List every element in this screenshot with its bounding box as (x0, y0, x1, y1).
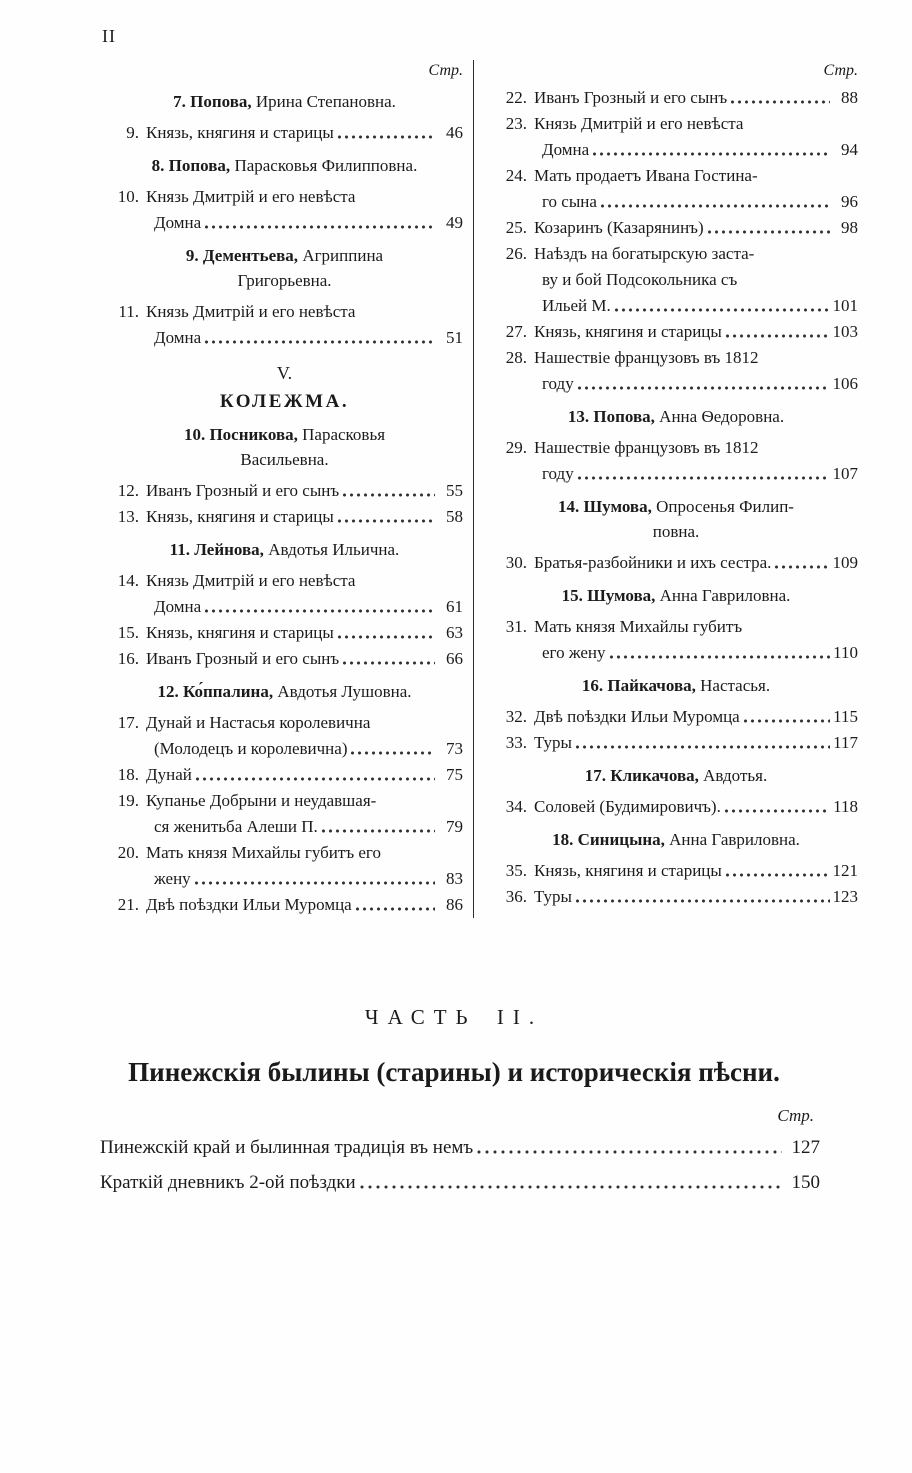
part-two-title: Пинежскія былины (старины) и историческія пѣсни. (128, 1057, 780, 1087)
song-line (494, 163, 858, 189)
song-title: Мать князя Михайлы губитъ его (146, 843, 381, 862)
dot-leader (576, 371, 830, 397)
singer-entry (106, 89, 463, 114)
dot-leader (203, 325, 435, 351)
song-line (106, 866, 463, 892)
singer-surname: Кликачова, (610, 766, 699, 785)
song-title: Иванъ Грозный и его сынъ (146, 481, 340, 500)
dot-leader (608, 640, 830, 666)
dot-leader (320, 814, 435, 840)
song-number: 9. (126, 123, 139, 142)
song-title: Братья-разбойники и ихъ сестра. (534, 553, 772, 572)
song-line (106, 646, 463, 672)
singer-number: 14. (558, 497, 580, 516)
page-column-header: Стр. (777, 1106, 814, 1125)
song-line (106, 120, 463, 146)
dot-leader (591, 137, 830, 163)
song-entry (494, 704, 858, 730)
song-entry (106, 620, 463, 646)
dot-leader (706, 215, 830, 241)
page-ref: 117 (833, 733, 858, 752)
song-title: Двѣ поѣздки Ильи Муромца (146, 895, 352, 914)
song-title: Князь Дмитрій и его невѣста (146, 187, 356, 206)
song-line (494, 345, 858, 371)
singer-number: 11. (169, 540, 190, 559)
singer-surname: Попова, (593, 407, 655, 426)
song-number: 11. (118, 302, 139, 321)
page-ref: 88 (841, 88, 858, 107)
song-line (106, 184, 463, 210)
song-line (494, 730, 858, 756)
page-ref: 118 (833, 797, 858, 816)
table-of-contents (90, 60, 858, 918)
singer-entry (106, 243, 463, 293)
song-line (494, 111, 858, 137)
singer-number: 12. (157, 682, 179, 701)
singer-surname: Лейнова, (194, 540, 264, 559)
song-title: Купанье Добрыни и неудавшая- (146, 791, 377, 810)
song-line (494, 371, 858, 397)
song-title: Домна (542, 140, 590, 159)
song-entry (494, 85, 858, 111)
song-line (494, 267, 858, 293)
song-entry (494, 111, 858, 163)
song-entry (106, 710, 463, 762)
song-line (106, 299, 463, 325)
page-ref: 46 (446, 123, 463, 142)
dot-leader (358, 1165, 782, 1200)
song-number: 19. (117, 791, 139, 810)
singer-number: 9. (185, 246, 199, 265)
song-entry (494, 163, 858, 215)
page-ref: 96 (841, 192, 858, 211)
song-number: 28. (505, 348, 527, 367)
song-number: 31. (505, 617, 527, 636)
dot-leader (336, 504, 435, 530)
page-ref: 110 (833, 643, 858, 662)
song-number: 23. (505, 114, 527, 133)
song-entry (106, 762, 463, 788)
song-number: 20. (117, 843, 139, 862)
singer-surname: Посникова, (209, 425, 298, 444)
page-ref: 94 (841, 140, 858, 159)
song-line (494, 319, 858, 345)
song-line (106, 568, 463, 594)
song-title: Князь, княгиня и старицы (534, 861, 722, 880)
song-title: Князь Дмитрій и его невѣста (534, 114, 744, 133)
singer-number: 15. (561, 586, 583, 605)
page-ref: 109 (832, 553, 858, 572)
page-ref: 75 (446, 765, 463, 784)
song-line (494, 884, 858, 910)
singer-given-name-continued: повна. (652, 522, 700, 541)
song-number: 12. (117, 481, 139, 500)
song-entry (106, 478, 463, 504)
song-line (106, 710, 463, 736)
song-title: его жену (542, 643, 606, 662)
page-ref: 55 (446, 481, 463, 500)
page-ref: 106 (832, 374, 858, 393)
song-entry (106, 120, 463, 146)
singer-surname: Дементьева, (202, 246, 299, 265)
song-line (106, 892, 463, 918)
song-line (494, 550, 858, 576)
song-line (494, 640, 858, 666)
dot-leader (724, 858, 830, 884)
singer-surname: Попова, (190, 92, 252, 111)
song-title: ся женитьба Алеши П. (154, 817, 318, 836)
song-entry (106, 788, 463, 840)
singer-entry (106, 422, 463, 472)
singer-surname: Шумова, (583, 497, 652, 516)
page-column-header: Стр. (823, 62, 858, 79)
section-number: V. (276, 363, 293, 383)
song-title: Князь, княгиня и старицы (146, 507, 334, 526)
page-ref: 107 (832, 464, 858, 483)
page-ref: 51 (446, 328, 463, 347)
page-ref: 63 (446, 623, 463, 642)
page-ref: 150 (791, 1172, 820, 1193)
song-entry (106, 892, 463, 918)
song-number: 10. (117, 187, 139, 206)
entry-title: Пинежскій край и былинная традиція въ немъ (100, 1137, 474, 1158)
song-line (106, 504, 463, 530)
song-entry (494, 858, 858, 884)
song-title: Домна (154, 213, 202, 232)
singer-number: 17. (584, 766, 607, 785)
song-number: 14. (117, 571, 139, 590)
song-number: 27. (505, 322, 527, 341)
singer-entry (494, 763, 858, 788)
dot-leader (724, 319, 830, 345)
song-title: Князь, княгиня и старицы (146, 123, 334, 142)
singer-surname: Попова, (168, 156, 231, 175)
song-entry (494, 319, 858, 345)
singer-given-name-continued: Григорьевна. (237, 271, 332, 290)
song-entry (494, 614, 858, 666)
dot-leader (354, 892, 435, 918)
page-ref: 121 (832, 861, 858, 880)
page-ref: 49 (446, 213, 463, 232)
song-title: жену (154, 869, 191, 888)
song-line (106, 210, 463, 236)
dot-leader (729, 85, 830, 111)
song-line (106, 478, 463, 504)
song-entry (106, 840, 463, 892)
song-title: Дунай (146, 765, 192, 784)
page-ref: 115 (833, 707, 858, 726)
dot-leader (194, 762, 435, 788)
singer-surname: Шумова, (587, 586, 656, 605)
song-title: Князь Дмитрій и его невѣста (146, 571, 356, 590)
singer-given-name: Опросенья Филип- (656, 497, 794, 516)
song-line (494, 241, 858, 267)
singer-given-name: Ирина Степановна. (255, 92, 396, 111)
page-ref: 66 (446, 649, 463, 668)
page-ref: 103 (832, 322, 858, 341)
song-title: (Молодецъ и королевична) (154, 739, 348, 758)
song-line (494, 614, 858, 640)
section-title: КОЛЕЖМА. (219, 391, 350, 412)
song-entry (494, 730, 858, 756)
song-number: 24. (505, 166, 527, 185)
song-title: году (542, 464, 574, 483)
singer-given-name: Агриппина (302, 246, 384, 265)
song-entry (106, 299, 463, 351)
singer-given-name: Парасковья (302, 425, 386, 444)
dot-leader (574, 884, 830, 910)
song-number: 22. (505, 88, 527, 107)
dot-leader (336, 620, 435, 646)
singer-given-name-continued: Васильевна. (240, 450, 329, 469)
song-number: 34. (505, 797, 527, 816)
dot-leader (341, 478, 435, 504)
song-line (494, 794, 858, 820)
song-line (494, 704, 858, 730)
song-line (494, 189, 858, 215)
song-number: 15. (117, 623, 139, 642)
song-title: Туры (534, 887, 572, 906)
dot-leader (203, 210, 435, 236)
song-entry (106, 504, 463, 530)
song-number: 30. (505, 553, 527, 572)
dot-leader (599, 189, 830, 215)
song-number: 33. (505, 733, 527, 752)
singer-entry (494, 827, 858, 852)
page-ref: 86 (446, 895, 463, 914)
part-two-section (88, 1002, 820, 1200)
singer-entry (106, 679, 463, 704)
page-ref: 127 (791, 1137, 820, 1158)
song-number: 26. (505, 244, 527, 263)
song-line (494, 293, 858, 319)
song-title: Ильей М. (542, 296, 611, 315)
song-line (106, 840, 463, 866)
toc-column-left (90, 60, 473, 918)
page-ref: 58 (446, 507, 463, 526)
song-title: Князь, княгиня и старицы (534, 322, 722, 341)
singer-given-name: Авдотья Лушовна. (277, 682, 412, 701)
singer-number: 8. (151, 156, 165, 175)
page-ref: 83 (446, 869, 463, 888)
singer-entry (106, 153, 463, 178)
song-number: 17. (117, 713, 139, 732)
song-title: Иванъ Грозный и его сынъ (146, 649, 340, 668)
singer-number: 16. (581, 676, 604, 695)
song-number: 25. (505, 218, 527, 237)
song-title: Козаринъ (Казарянинъ) (534, 218, 704, 237)
song-entry (106, 568, 463, 620)
singer-number: 7. (173, 92, 186, 111)
part-two-heading: ЧАСТЬ II. (364, 1005, 544, 1029)
singer-number: 18. (552, 830, 574, 849)
song-entry (106, 646, 463, 672)
song-line (494, 137, 858, 163)
song-title: Соловей (Будимировичъ). (534, 797, 721, 816)
song-line (106, 814, 463, 840)
singer-entry (494, 673, 858, 698)
dot-leader (742, 704, 830, 730)
song-entry (106, 184, 463, 236)
song-line (494, 215, 858, 241)
singer-given-name: Авдотья. (703, 766, 768, 785)
song-entry (494, 345, 858, 397)
song-title: Князь Дмитрій и его невѣста (146, 302, 356, 321)
singer-surname: Пайкачова, (607, 676, 696, 695)
song-title: ву и бой Подсокольника съ (542, 270, 738, 289)
song-line (494, 461, 858, 487)
page-ref: 61 (446, 597, 463, 616)
page-ref: 123 (832, 887, 858, 906)
singer-surname: Ко́ппалина, (182, 682, 274, 701)
song-number: 32. (505, 707, 527, 726)
song-title: Двѣ поѣздки Ильи Муромца (534, 707, 740, 726)
page-number: II (102, 26, 116, 46)
song-line (494, 85, 858, 111)
singer-entry (106, 537, 463, 562)
song-title: го сына (542, 192, 597, 211)
song-line (106, 788, 463, 814)
song-number: 36. (505, 887, 527, 906)
singer-entry (494, 404, 858, 429)
page-column-header: Стр. (428, 62, 463, 79)
page-ref: 73 (446, 739, 463, 758)
dot-leader (576, 461, 830, 487)
song-line (494, 858, 858, 884)
singer-given-name: Анна Гавриловна. (669, 830, 800, 849)
song-title: Домна (154, 328, 202, 347)
singer-given-name: Настасья. (700, 676, 771, 695)
song-entry (494, 884, 858, 910)
singer-number: 10. (183, 425, 206, 444)
part-two-entries (88, 1130, 820, 1200)
song-number: 16. (117, 649, 139, 668)
dot-leader (723, 794, 830, 820)
song-entry (494, 550, 858, 576)
dot-leader (475, 1130, 782, 1165)
dot-leader (574, 730, 830, 756)
song-line (494, 435, 858, 461)
singer-given-name: Анна Ѳедоровна. (659, 407, 785, 426)
song-title: Дунай и Настасья королевична (146, 713, 371, 732)
page-ref: 98 (841, 218, 858, 237)
dot-leader (193, 866, 435, 892)
song-title: Нашествіе французовъ въ 1812 (534, 438, 759, 457)
singer-number: 13. (567, 407, 590, 426)
song-line (106, 736, 463, 762)
song-number: 29. (505, 438, 527, 457)
dot-leader (613, 293, 830, 319)
song-number: 18. (117, 765, 139, 784)
singer-entry (494, 583, 858, 608)
song-line (106, 762, 463, 788)
song-entry (494, 215, 858, 241)
dot-leader (336, 120, 435, 146)
song-title: Нашествіе французовъ въ 1812 (534, 348, 759, 367)
song-title: Иванъ Грозный и его сынъ (534, 88, 728, 107)
singer-given-name: Авдотья Ильична. (268, 540, 400, 559)
dot-leader (341, 646, 435, 672)
song-title: Князь, княгиня и старицы (146, 623, 334, 642)
song-entry (494, 794, 858, 820)
song-title: Мать князя Михайлы губитъ (534, 617, 743, 636)
toc-column-right (474, 60, 860, 918)
song-entry (494, 241, 858, 319)
song-title: Домна (154, 597, 202, 616)
song-line (106, 594, 463, 620)
entry-title: Краткій дневникъ 2-ой поѣздки (100, 1172, 356, 1193)
song-title: Мать продаетъ Ивана Гостина- (534, 166, 758, 185)
toc-entry (88, 1165, 820, 1200)
page-ref: 101 (832, 296, 858, 315)
page-ref: 79 (446, 817, 463, 836)
song-line (106, 620, 463, 646)
song-line (106, 325, 463, 351)
song-number: 21. (117, 895, 139, 914)
song-title: Наѣздъ на богатырскую заста- (534, 244, 755, 263)
singer-given-name: Парасковья Филипповна. (234, 156, 418, 175)
singer-given-name: Анна Гавриловна. (659, 586, 791, 605)
song-title: Туры (534, 733, 572, 752)
song-number: 13. (117, 507, 139, 526)
singer-entry (494, 494, 858, 544)
toc-entry (88, 1130, 820, 1165)
song-title: году (542, 374, 574, 393)
song-number: 35. (505, 861, 527, 880)
dot-leader (349, 736, 435, 762)
singer-surname: Синицына, (577, 830, 665, 849)
dot-leader (203, 594, 435, 620)
song-entry (494, 435, 858, 487)
dot-leader (773, 550, 830, 576)
